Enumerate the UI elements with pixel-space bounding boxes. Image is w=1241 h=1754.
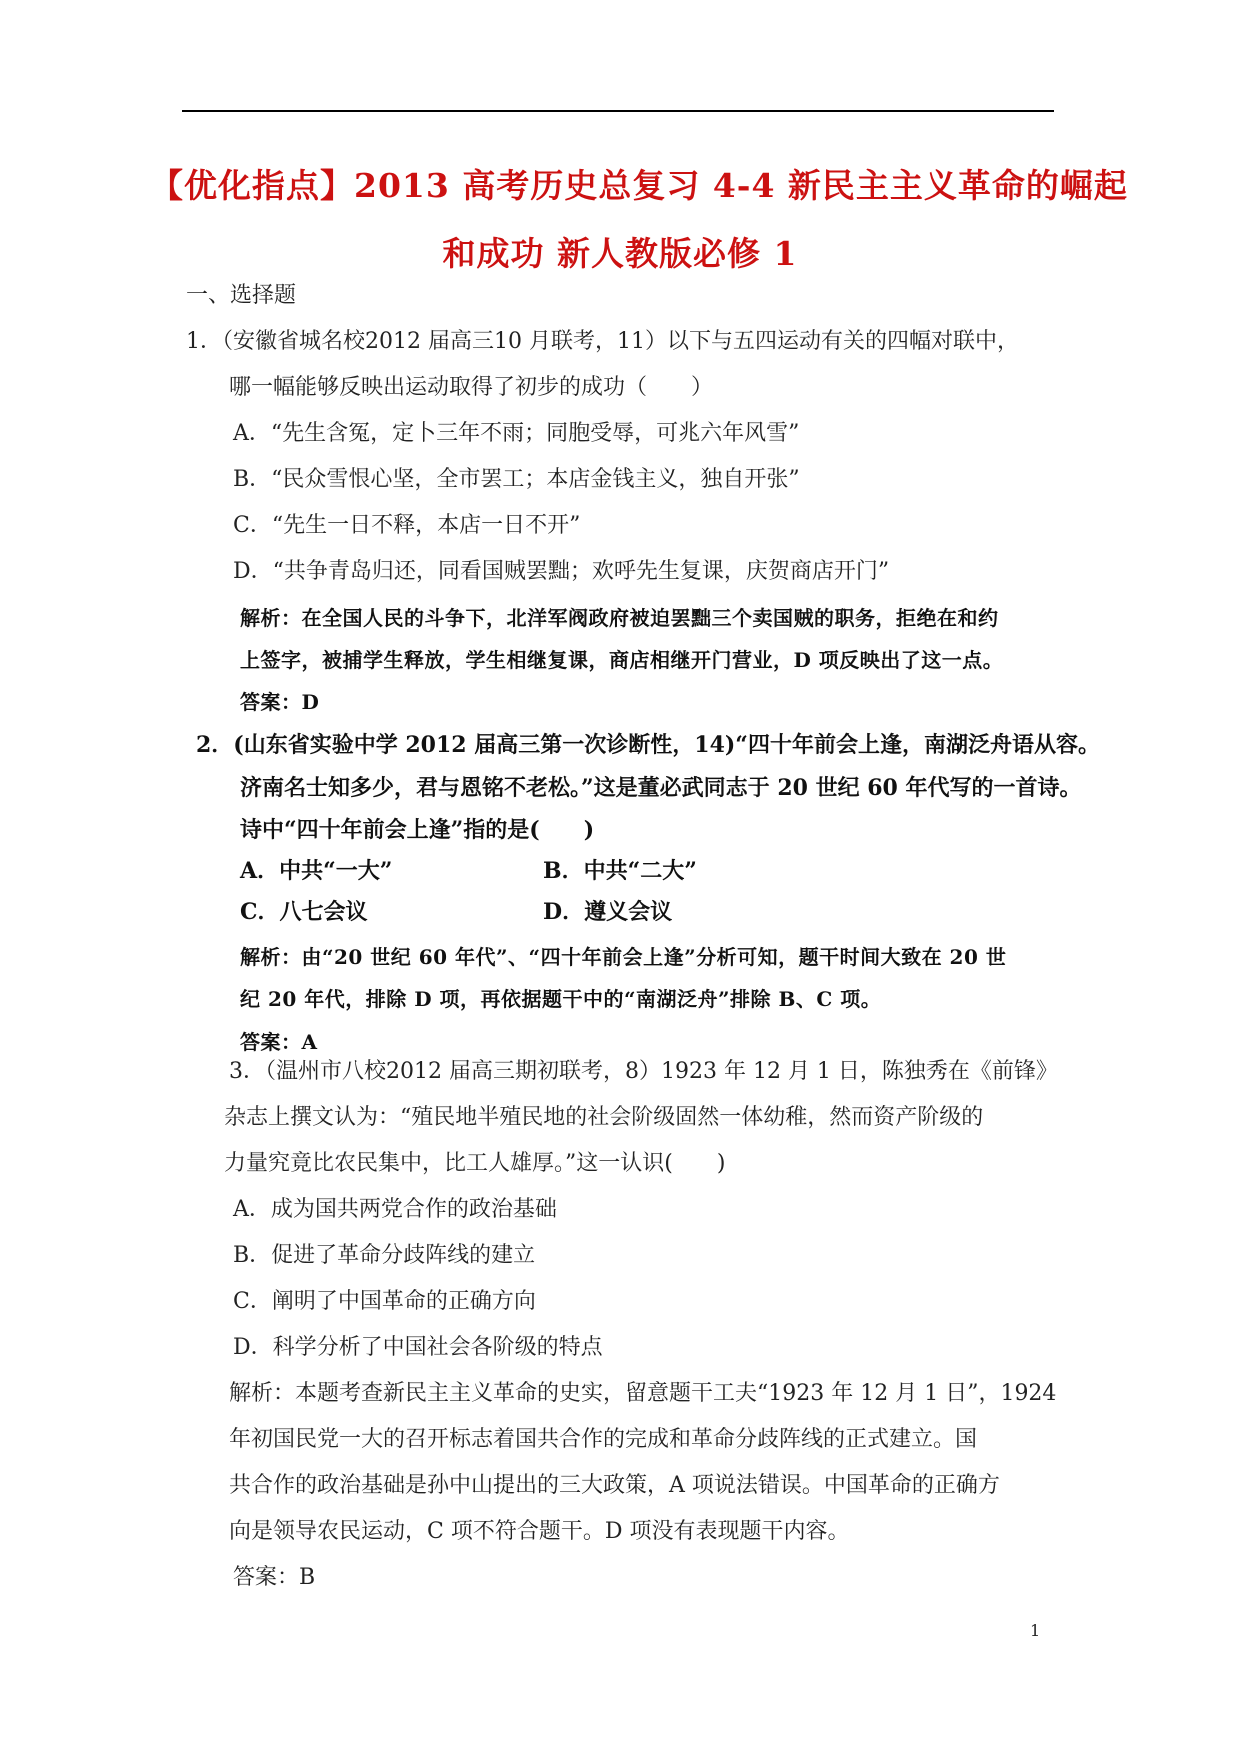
q1-option-a: A．“先生含冤，定卜三年不雨；同胞受辱，可兆六年风雪” [233, 421, 800, 446]
q2-stem-line1: 2．(山东省实验中学 2012 届高三第一次诊断性，14)“四十年前会上逢，南湖泛舟语从容。 [196, 732, 1100, 758]
q2-analysis-line2: 纪 20 年代，排除 D 项，再依据题干中的“南湖泛舟”排除 B、C 项。 [240, 987, 882, 1011]
q1-answer: 答案：D [240, 690, 320, 714]
q3-option-c: C．阐明了中国革命的正确方向 [233, 1289, 536, 1314]
q2-option-a: A．中共“一大” [240, 858, 393, 884]
q1-analysis-line2: 上签字，被捕学生释放，学生相继复课，商店相继开门营业，D 项反映出了这一点。 [240, 648, 1004, 672]
q3-stem-line2: 杂志上撰文认为：“殖民地半殖民地的社会阶级固然一体幼稚，然而资产阶级的 [224, 1105, 984, 1130]
q1-stem-line1: 1．（安徽省城名校2012 届高三10 月联考，11）以下与五四运动有关的四幅对联中， [186, 329, 1019, 354]
q2-option-d: D．遵义会议 [543, 899, 673, 925]
q1-analysis-line1: 解析：在全国人民的斗争下，北洋军阀政府被迫罢黜三个卖国贼的职务，拒绝在和约 [240, 606, 999, 630]
q3-stem-line3: 力量究竟比农民集中，比工人雄厚。”这一认识( ) [224, 1151, 726, 1176]
q2-answer: 答案：A [240, 1030, 318, 1054]
section-heading: 一、选择题 [186, 283, 297, 308]
q2-option-c: C．八七会议 [240, 899, 368, 925]
q2-analysis-line1: 解析：由“20 世纪 60 年代”、“四十年前会上逢”分析可知，题干时间大致在 20 世 [240, 945, 1007, 969]
q1-option-b: B．“民众雪恨心坚，全市罢工；本店金钱主义，独自开张” [233, 467, 800, 492]
q1-option-c: C．“先生一日不释，本店一日不开” [233, 513, 581, 538]
q3-option-d: D．科学分析了中国社会各阶级的特点 [233, 1335, 603, 1360]
q3-option-b: B．促进了革命分歧阵线的建立 [233, 1243, 536, 1268]
q3-analysis-line4: 向是领导农民运动，C 项不符合题干。D 项没有表现题干内容。 [229, 1519, 850, 1544]
header-rule [182, 110, 1054, 112]
q1-option-d: D．“共争青岛归还，同看国贼罢黜；欢呼先生复课，庆贺商店开门” [233, 559, 890, 584]
q3-answer: 答案：B [233, 1565, 316, 1590]
page-number: 1 [1030, 1621, 1041, 1640]
q3-analysis-line3: 共合作的政治基础是孙中山提出的三大政策，A 项说法错误。中国革命的正确方 [229, 1473, 1000, 1498]
document-title-line2: 和成功 新人教版必修 1 [442, 234, 798, 273]
q2-stem-line3: 诗中“四十年前会上逢”指的是( ) [240, 817, 595, 843]
q3-analysis-line1: 解析：本题考查新民主主义革命的史实，留意题干工夫“1923 年 12 月 1 日”，1924 [229, 1381, 1057, 1406]
q2-option-b: B．中共“二大” [543, 858, 697, 884]
document-title-line1: 【优化指点】2013 高考历史总复习 4-4 新民主主义革命的崛起 [150, 166, 1128, 205]
q2-stem-line2: 济南名士知多少，君与恩铭不老松。”这是董必武同志于 20 世纪 60 年代写的一首诗。 [240, 775, 1082, 801]
q3-analysis-line2: 年初国民党一大的召开标志着国共合作的完成和革命分歧阵线的正式建立。国 [229, 1427, 978, 1452]
q3-option-a: A．成为国共两党合作的政治基础 [233, 1197, 557, 1222]
q3-stem-line1: 3．（温州市八校2012 届高三期初联考，8）1923 年 12 月 1 日，陈独秀在《前锋》 [229, 1059, 1058, 1084]
q1-stem-line2: 哪一幅能够反映出运动取得了初步的成功（ ） [229, 375, 714, 400]
